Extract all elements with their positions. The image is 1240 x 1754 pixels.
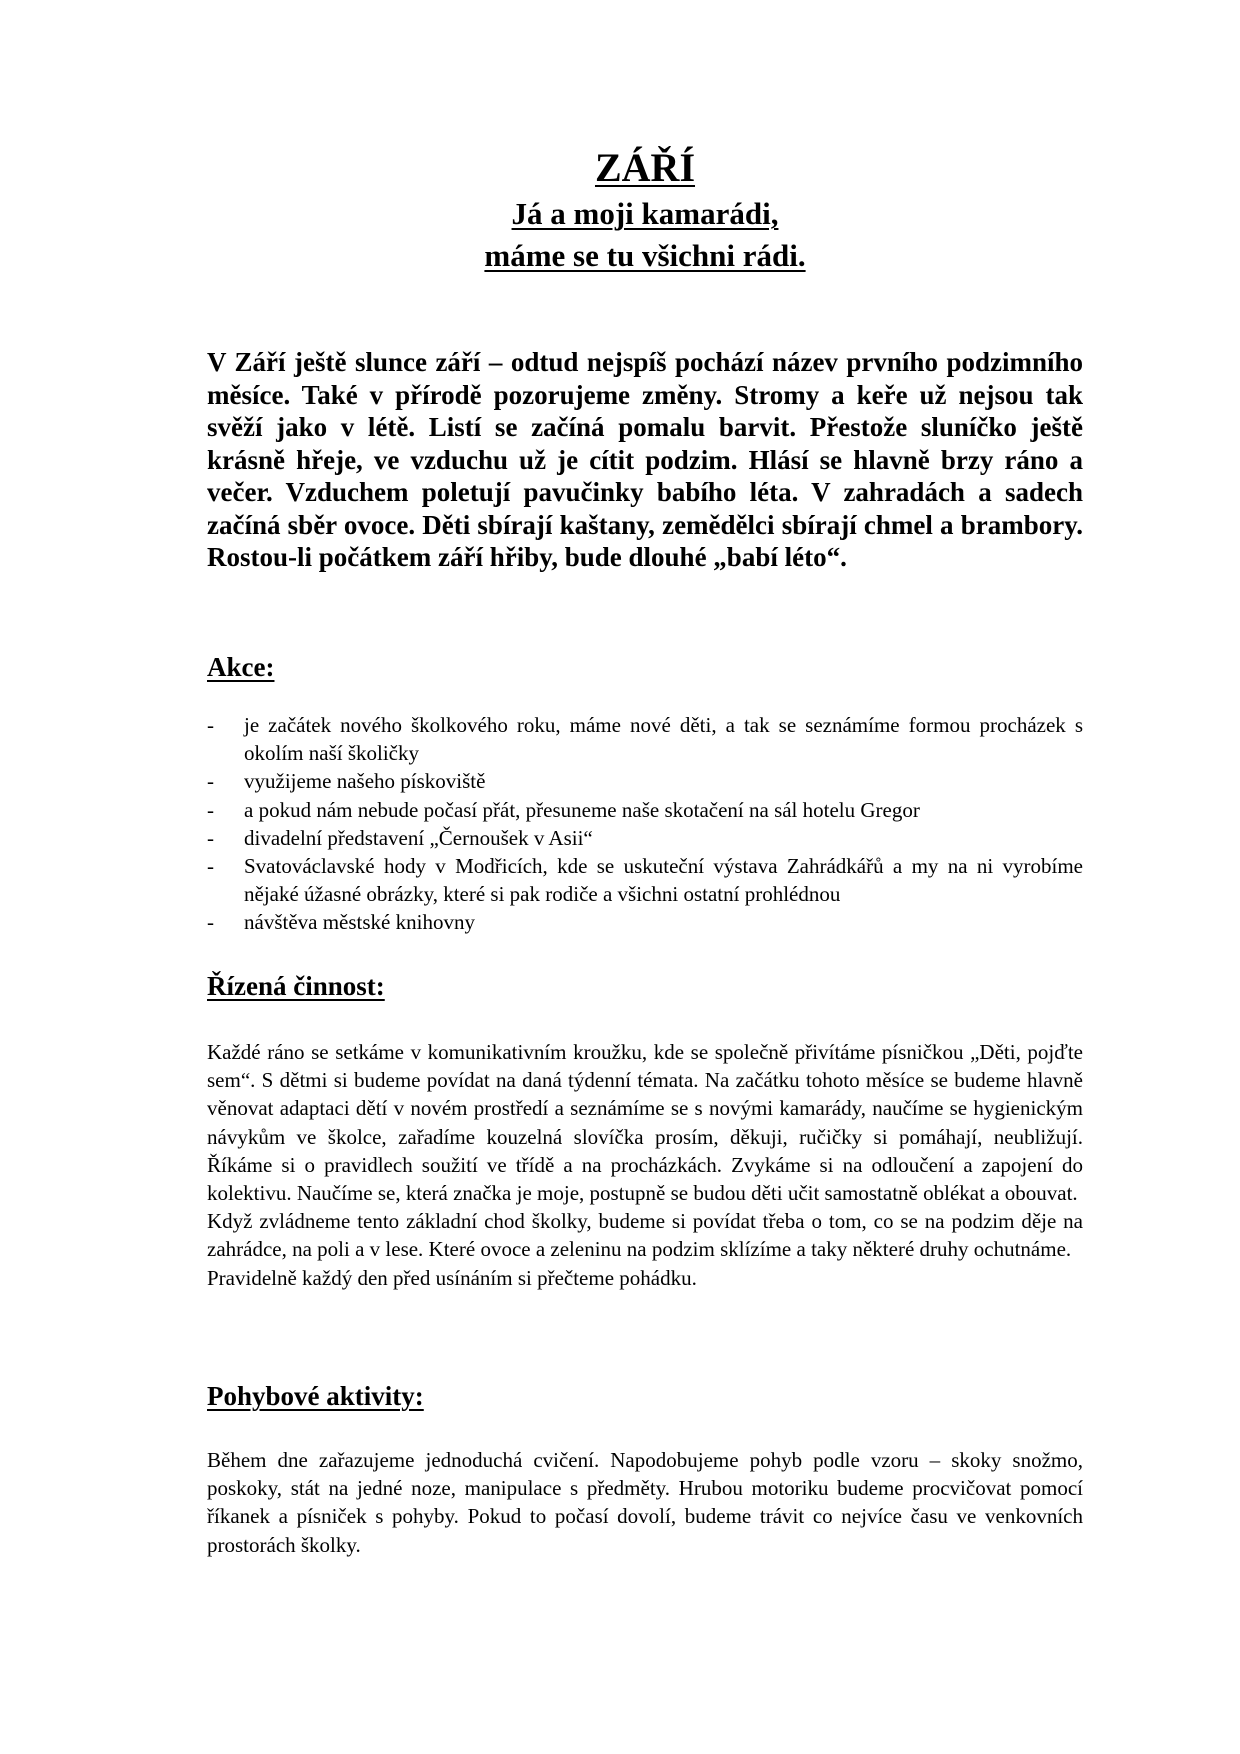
list-item-text: je začátek nového školkového roku, máme nové děti, a tak se seznámíme formou procházek s okolím naší školičky: [244, 713, 1083, 766]
list-bullet: -: [207, 854, 214, 879]
page-subtitle-line-1: Já a moji kamarádi,: [511, 196, 779, 231]
list-item-text: využijeme našeho pískoviště: [244, 769, 486, 794]
list-item: [207, 824, 1083, 852]
list-item: [207, 711, 1083, 767]
section-heading-akce: Akce:: [207, 652, 275, 682]
pohybove-aktivity-paragraph: Během dne zařazujeme jednoduchá cvičení. Napodobujeme pohyb podle vzoru – skoky snožmo, poskoky, stát na jedné noze, manipulace s předměty. Hrubou motoriku budeme procvičovat pomocí říkanek a písniček s pohyby. Pokud to počasí dovolí, budeme trávit co nejvíce času ve venkovních prostorách školky.: [207, 1448, 1083, 1557]
list-bullet: -: [207, 797, 214, 822]
title-block: [207, 143, 1083, 277]
rizena-paragraph-2: Když zvládneme tento základní chod školky, budeme si povídat třeba o tom, co se na podzim děje na zahrádce, na poli a v lese. Které ovoce a zeleninu na podzim sklízíme a taky některé druhy ochutnáme.: [207, 1209, 1083, 1262]
rizena-paragraph-3: Pravidelně každý den před usínáním si přečteme pohádku.: [207, 1265, 697, 1290]
list-bullet: -: [207, 769, 214, 794]
list-bullet: -: [207, 825, 214, 850]
list-item-text: a pokud nám nebude počasí přát, přesuneme naše skotačení na sál hotelu Gregor: [244, 797, 920, 822]
list-item-text: návštěva městské knihovny: [244, 910, 475, 935]
list-bullet: -: [207, 910, 214, 935]
rizena-cinnost-text: [207, 1038, 1083, 1292]
page-title: ZÁŘÍ: [594, 145, 696, 190]
section-heading-rizena-cinnost: Řízená činnost:: [207, 971, 385, 1001]
list-item: [207, 767, 1083, 795]
list-item-text: Svatováclavské hody v Modřicích, kde se uskuteční výstava Zahrádkářů a my na ni vyrobíme nějaké úžasné obrázky, které si pak rodiče a všichni ostatní prohlédnou: [244, 854, 1083, 907]
section-heading-pohybove-aktivity: Pohybové aktivity:: [207, 1381, 424, 1411]
page-subtitle-line-2: máme se tu všichni rádi.: [484, 238, 806, 273]
akce-list: [207, 711, 1083, 937]
list-item-text: divadelní představení „Černoušek v Asii“: [244, 825, 593, 850]
list-item: [207, 852, 1083, 908]
rizena-paragraph-1: Každé ráno se setkáme v komunikativním kroužku, kde se společně přivítáme písničkou „Děti, pojďte sem“. S dětmi si budeme povídat na daná týdenní témata. Na začátku tohoto měsíce se budeme hlavně věnovat adaptaci dětí v novém prostředí a seznámíme se s novými kamarády, naučíme se hygienickým návykům ve školce, zařadíme kouzelná slovíčka prosím, děkuji, ručičky si pomáhají, neubližují. Říkáme si o pravidlech soužití ve třídě a na procházkách. Zvykáme si na odloučení a zapojení do kolektivu. Naučíme se, která značka je moje, postupně se budou děti učit samostatně oblékat a obouvat.: [207, 1040, 1083, 1206]
list-item: [207, 796, 1083, 824]
intro-paragraph: V Září ještě slunce září – odtud nejspíš pochází název prvního podzimního měsíce. Také v přírodě pozorujeme změny. Stromy a keře už nejsou tak svěží jako v létě. Listí se začíná pomalu barvit. Přestože sluníčko ještě krásně hřeje, ve vzduchu už je cítit podzim. Hlásí se hlavně brzy ráno a večer. Vzduchem poletují pavučinky babího léta. V zahradách a sadech začíná sběr ovoce. Děti sbírají kaštany, zemědělci sbírají chmel a brambory. Rostou-li počátkem září hřiby, bude dlouhé „babí léto“.: [207, 347, 1083, 572]
list-bullet: -: [207, 713, 214, 737]
list-item: [207, 908, 1083, 936]
